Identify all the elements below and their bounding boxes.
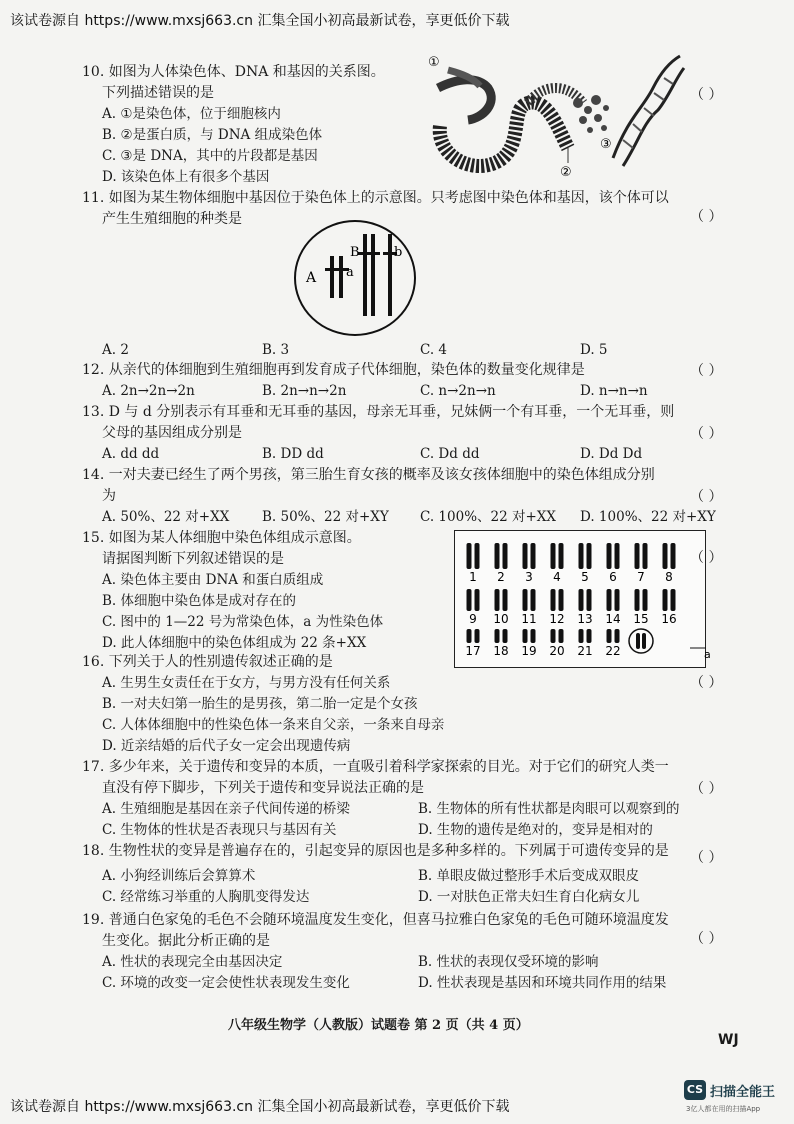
dna-rungs [623, 78, 673, 148]
chromosome-11-2 [531, 589, 536, 611]
cs-badge-icon: CS [684, 1080, 706, 1100]
karyotype-number-4: 4 [553, 570, 561, 584]
karyotype-number-16: 16 [661, 612, 677, 626]
dna-strand-1 [613, 56, 680, 158]
page-footer: 八年级生物学（人教版）试题卷 第 2 页（共 4 页） [228, 1018, 529, 1033]
q11-stem-line1: 11. 如图为某生物体细胞中基因位于染色体上的示意图。只考虑图中染色体和基因，该个体可以 [82, 190, 669, 206]
q10-option-c: C. ③是 DNA，其中的片段都是基因 [102, 148, 318, 164]
karyotype-number-19: 19 [521, 644, 537, 658]
chromosome-3-1 [523, 543, 528, 569]
chromosome-21-2 [587, 629, 592, 643]
chromosome-12-1 [551, 589, 556, 611]
q11-option-a: A. 2 [102, 342, 129, 358]
sex-chromosome-2 [642, 633, 646, 649]
q14-option-a: A. 50%、22 对+XX [102, 509, 230, 525]
karyotype-number-8: 8 [665, 570, 673, 584]
gene-a: a [346, 265, 354, 280]
q18-option-b: B. 单眼皮做过整形手术后变成双眼皮 [418, 868, 640, 884]
q18-answer-paren: （ ） [690, 850, 723, 866]
q15-option-c: C. 图中的 1—22 号为常染色体，a 为性染色体 [102, 614, 384, 630]
chromosome-21-1 [579, 629, 584, 643]
chromosome-dna-figure [418, 48, 688, 188]
q13-answer-paren: （ ） [690, 426, 723, 442]
q17-answer-paren: （ ） [690, 781, 723, 797]
chromosome-15-1 [635, 589, 640, 611]
chromosome-16-2 [671, 589, 676, 611]
karyotype-number-9: 9 [469, 612, 477, 626]
label-1: ① [428, 55, 440, 70]
chromosome-16-1 [663, 589, 668, 611]
q16-option-a: A. 生男生女责任在于女方，与男方没有任何关系 [102, 675, 391, 691]
chromosome-17-1 [467, 629, 472, 643]
chromosome-22-1 [607, 629, 612, 643]
chromosome-18-1 [495, 629, 500, 643]
q14-option-d: D. 100%、22 对+XY [580, 509, 716, 525]
karyotype-number-17: 17 [465, 644, 481, 658]
gene-B: B [350, 245, 360, 260]
protein-beads [573, 95, 609, 133]
chromosome-20-1 [551, 629, 556, 643]
chromosome-10-2 [503, 589, 508, 611]
q19-answer-paren: （ ） [690, 931, 723, 947]
q11-answer-paren: （ ） [690, 209, 723, 225]
q15-option-d: D. 此人体细胞中的染色体组成为 22 条+XX [102, 635, 367, 651]
sex-chromosome-circle [629, 629, 653, 653]
q14-stem-line2: 为 [102, 488, 116, 504]
karyotype-number-5: 5 [581, 570, 589, 584]
chromosome-13-1 [579, 589, 584, 611]
q17-option-c: C. 生物体的性状是否表现只与基因有关 [102, 822, 337, 838]
q19-stem-line1: 19. 普通白色家兔的毛色不会随环境温度发生变化，但喜马拉雅白色家兔的毛色可随环境温度发 [82, 912, 669, 928]
chromosome-12-2 [559, 589, 564, 611]
karyotype-number-18: 18 [493, 644, 509, 658]
chromosome-13-2 [587, 589, 592, 611]
karyotype-number-10: 10 [493, 612, 509, 626]
q12-option-c: C. n→2n→n [420, 383, 496, 399]
q16-stem: 16. 下列关于人的性别遗传叙述正确的是 [82, 654, 333, 670]
chromosome-11-1 [523, 589, 528, 611]
q12-option-d: D. n→n→n [580, 383, 648, 399]
q19-stem-line2: 生变化。据此分析正确的是 [102, 933, 270, 949]
top-banner: 该试卷源自 https://www.mxsj663.cn 汇集全国小初高最新试卷，享更低价下载 [10, 13, 510, 29]
karyotype-number-15: 15 [633, 612, 649, 626]
q17-option-b: B. 生物体的所有性状都是肉眼可以观察到的 [418, 801, 680, 817]
q14-option-c: C. 100%、22 对+XX [420, 509, 557, 525]
q17-option-d: D. 生物的遗传是绝对的，变异是相对的 [418, 822, 653, 838]
chromosome-9-2 [475, 589, 480, 611]
q13-stem-line1: 13. D 与 d 分别表示有耳垂和无耳垂的基因，母亲无耳垂，兄妹俩一个有耳垂，一个无耳垂，则 [82, 404, 675, 420]
chromosome-7-2 [643, 543, 648, 569]
q17-option-a: A. 生殖细胞是基因在亲子代间传递的桥梁 [102, 801, 350, 817]
q11-option-b: B. 3 [262, 342, 290, 358]
karyotype-number-21: 21 [577, 644, 593, 658]
chromosome-15-2 [643, 589, 648, 611]
footer-mark: WJ [718, 1032, 739, 1048]
chromosome-9-1 [467, 589, 472, 611]
q15-answer-paren: （ ） [690, 550, 723, 566]
q16-answer-paren: （ ） [690, 675, 723, 691]
q11-stem-line2: 产生生殖细胞的种类是 [102, 211, 242, 227]
q17-stem-line2: 直没有停下脚步，下列关于遗传和变异说法正确的是 [102, 780, 424, 796]
q15-option-b: B. 体细胞中染色体是成对存在的 [102, 593, 297, 609]
chromosome-18-2 [503, 629, 508, 643]
bottom-banner: 该试卷源自 https://www.mxsj663.cn 汇集全国小初高最新试卷，享更低价下载 [10, 1099, 510, 1115]
chromosome-2-2 [503, 543, 508, 569]
chromosome-8-1 [663, 543, 668, 569]
karyotype-number-14: 14 [605, 612, 621, 626]
q12-answer-paren: （ ） [690, 363, 723, 379]
chromosome-7-1 [635, 543, 640, 569]
q16-option-c: C. 人体体细胞中的性染色体一条来自父亲，一条来自母亲 [102, 717, 445, 733]
chromosome-1-2 [475, 543, 480, 569]
label-3: ③ [600, 137, 612, 152]
karyotype-number-1: 1 [469, 570, 477, 584]
q18-option-c: C. 经常练习举重的人胸肌变得发达 [102, 889, 310, 905]
q10-answer-paren: （ ） [690, 87, 723, 103]
karyotype-number-2: 2 [497, 570, 505, 584]
chromosome-3-2 [531, 543, 536, 569]
karyotype-number-22: 22 [605, 644, 621, 658]
sex-chromosome-label: a [704, 648, 711, 660]
karyotype-number-3: 3 [525, 570, 533, 584]
q12-option-a: A. 2n→2n→2n [102, 383, 195, 399]
q19-option-b: B. 性状的表现仅受环境的影响 [418, 954, 599, 970]
q19-option-a: A. 性状的表现完全由基因决定 [102, 954, 283, 970]
karyotype-figure [454, 530, 706, 668]
q14-stem-line1: 14. 一对夫妻已经生了两个男孩，第三胎生育女孩的概率及该女孩体细胞中的染色体组成分别 [82, 467, 655, 483]
karyotype-number-20: 20 [549, 644, 565, 658]
chromosome-6-2 [615, 543, 620, 569]
centromere-marks [325, 252, 397, 271]
q11-option-d: D. 5 [580, 342, 608, 358]
q15-option-a: A. 染色体主要由 DNA 和蛋白质组成 [102, 572, 324, 588]
q13-stem-line2: 父母的基因组成分别是 [102, 425, 242, 441]
chromosome-4-2 [559, 543, 564, 569]
sex-chromosome-1 [636, 633, 640, 649]
scanner-tagline: 3亿人都在用的扫描App [686, 1105, 761, 1113]
q13-option-c: C. Dd dd [420, 446, 480, 462]
q11-option-c: C. 4 [420, 342, 448, 358]
chromosome-1-1 [467, 543, 472, 569]
chromosome-14-2 [615, 589, 620, 611]
label-2: ② [560, 165, 572, 180]
q18-option-a: A. 小狗经训练后会算算术 [102, 868, 256, 884]
q14-option-b: B. 50%、22 对+XY [262, 509, 389, 525]
q15-stem-line1: 15. 如图为某人体细胞中染色体组成示意图。 [82, 530, 361, 546]
chromosome-4-1 [551, 543, 556, 569]
chromosome-5-1 [579, 543, 584, 569]
q17-stem-line1: 17. 多少年来，关于遗传和变异的本质，一直吸引着科学家探索的目光。对于它们的研究人类一 [82, 759, 669, 775]
chromosome-2-1 [495, 543, 500, 569]
karyotype-number-12: 12 [549, 612, 565, 626]
karyotype-number-7: 7 [637, 570, 645, 584]
q19-option-c: C. 环境的改变一定会使性状表现发生变化 [102, 975, 350, 991]
karyotype-number-11: 11 [521, 612, 537, 626]
chromosome-22-2 [615, 629, 620, 643]
q13-option-d: D. Dd Dd [580, 446, 643, 462]
karyotype-svg [455, 531, 705, 667]
q15-stem-line2: 请据图判断下列叙述错误的是 [102, 551, 284, 567]
gene-A: A [306, 270, 317, 286]
q16-option-d: D. 近亲结婚的后代子女一定会出现遗传病 [102, 738, 351, 754]
chromosome-20-2 [559, 629, 564, 643]
q12-option-b: B. 2n→n→2n [262, 383, 347, 399]
q10-option-d: D. 该染色体上有很多个基因 [102, 169, 270, 185]
q14-answer-paren: （ ） [690, 489, 723, 505]
q10-stem-line1: 10. 如图为人体染色体、DNA 和基因的关系图。 [82, 64, 385, 80]
scanner-name: 扫描全能王 [710, 1085, 776, 1100]
scanner-logo [684, 1078, 788, 1118]
karyotype-number-6: 6 [609, 570, 617, 584]
chromosome-19-2 [531, 629, 536, 643]
chromosome-5-2 [587, 543, 592, 569]
chromosome-8-2 [671, 543, 676, 569]
q12-stem: 12. 从亲代的体细胞到生殖细胞再到发育成子代体细胞，染色体的数量变化规律是 [82, 362, 585, 378]
sex-chromosome-pointer [690, 640, 712, 660]
q16-option-b: B. 一对夫妇第一胎生的是男孩，第二胎一定是个女孩 [102, 696, 418, 712]
chromosome-6-1 [607, 543, 612, 569]
chromatin-coil [440, 102, 568, 166]
cell-gene-diagram [290, 216, 420, 340]
q13-option-a: A. dd dd [102, 446, 160, 462]
karyotype-number-13: 13 [577, 612, 593, 626]
q13-option-b: B. DD dd [262, 446, 324, 462]
q10-option-b: B. ②是蛋白质，与 DNA 组成染色体 [102, 127, 323, 143]
chromosome-14-1 [607, 589, 612, 611]
gene-b: b [394, 245, 403, 260]
q10-option-a: A. ①是染色体，位于细胞核内 [102, 106, 281, 122]
chromosome-arm-1 [438, 80, 491, 120]
q10-stem-line2: 下列描述错误的是 [102, 85, 214, 101]
chromosome-19-1 [523, 629, 528, 643]
chromosomes [330, 234, 392, 316]
q18-stem: 18. 生物性状的变异是普遍存在的，引起变异的原因也是多种多样的。下列属于可遗传变异的是 [82, 843, 669, 859]
q18-option-d: D. 一对肤色正常夫妇生育白化病女儿 [418, 889, 640, 905]
q19-option-d: D. 性状表现是基因和环境共同作用的结果 [418, 975, 667, 991]
chromosome-17-2 [475, 629, 480, 643]
chromosome-10-1 [495, 589, 500, 611]
